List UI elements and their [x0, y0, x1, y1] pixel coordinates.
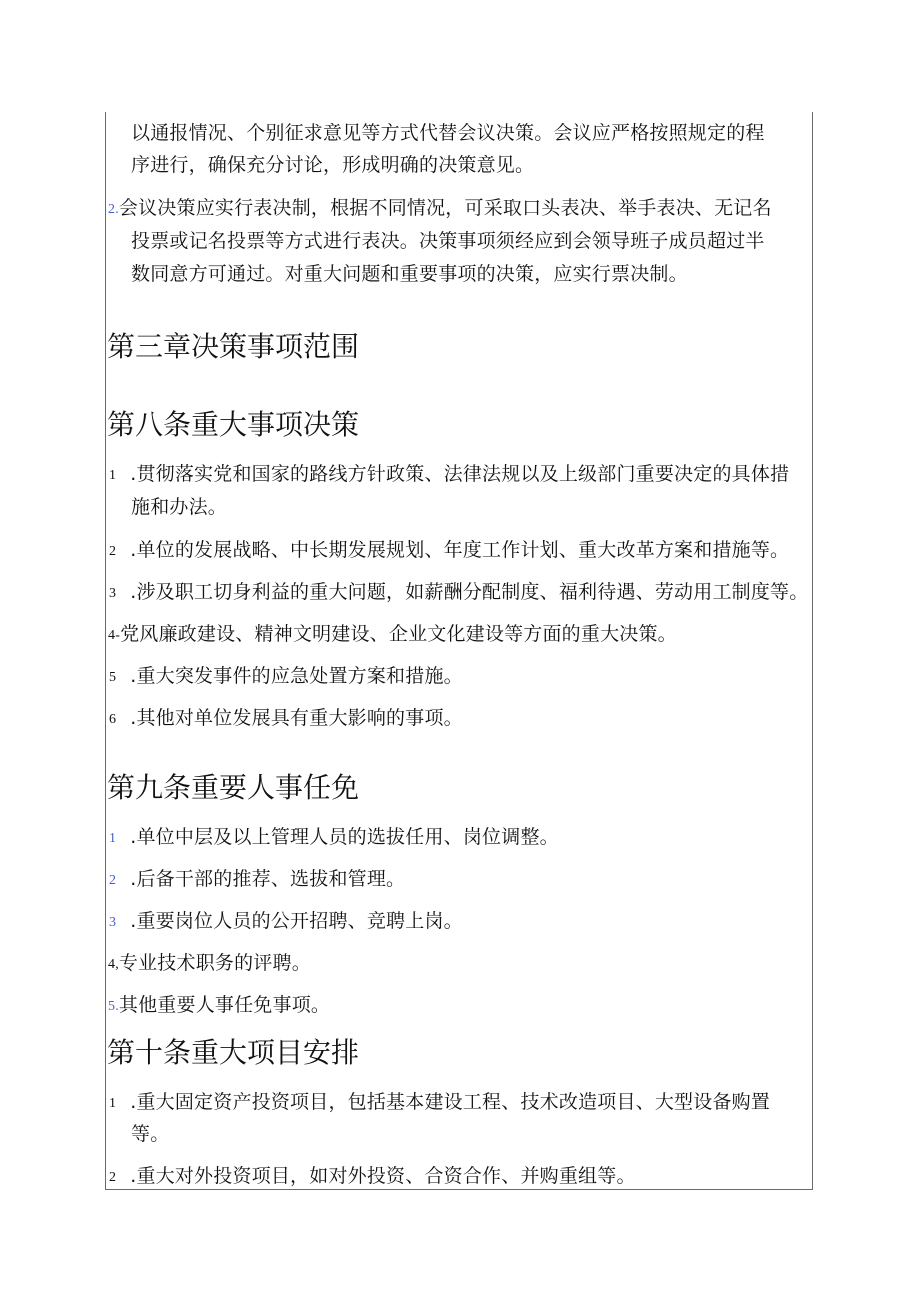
- article8-item-2: [109, 538, 789, 564]
- article7-item-2-line3: 数同意方可通过。对重大问题和重要事项的决策，应实行票决制。: [131, 263, 688, 285]
- article10-item-1: [109, 1090, 770, 1116]
- article8-item-4: [108, 622, 677, 648]
- item-number: 3: [109, 586, 117, 601]
- article8-title: 第八条重大事项决策: [107, 408, 360, 441]
- item-text: .重大固定资产投资项目，包括基本建设工程、技术改造项目、大型设备购置: [130, 1091, 771, 1113]
- item-text: .重要岗位人员的公开招聘、竞聘上岗。: [130, 910, 463, 932]
- item-number: 3: [109, 915, 117, 930]
- article9-item-1: [109, 825, 559, 851]
- item-text: 党风廉政建设、精神文明建设、企业文化建设等方面的重大决策。: [120, 623, 677, 645]
- article9-item-5: [108, 993, 330, 1019]
- item-text: .重大突发事件的应急处置方案和措施。: [130, 665, 463, 687]
- item-number: 5.: [108, 999, 119, 1014]
- item-number: 2: [109, 873, 117, 888]
- item-number: 5: [109, 670, 117, 685]
- item-number: 2: [109, 544, 117, 559]
- item-text: .后备干部的推荐、选拔和管理。: [130, 868, 406, 890]
- item-text: .其他对单位发展具有重大影响的事项。: [130, 707, 463, 729]
- article9-title: 第九条重要人事任免: [107, 771, 360, 804]
- article10-title: 第十条重大项目安排: [107, 1036, 360, 1069]
- item-text: 专业技术职务的评聘。: [118, 952, 311, 974]
- item-text: .单位中层及以上管理人员的选拔任用、岗位调整。: [130, 826, 559, 848]
- item-number: 4-: [108, 628, 121, 643]
- item-number: 2: [109, 1170, 117, 1185]
- article7-cont-line2: 序进行，确保充分讨论，形成明确的决策意见。: [131, 154, 535, 176]
- item-text: 会议决策应实行表决制，根据不同情况，可采取口头表决、举手表决、无记名: [118, 197, 772, 219]
- article10-item-1-cont: 等。: [131, 1123, 170, 1145]
- article9-item-4: [108, 951, 311, 977]
- article8-item-1-cont: 施和办法。: [131, 496, 228, 518]
- item-text: 其他重要人事任免事项。: [118, 994, 331, 1016]
- article8-item-1: [109, 462, 789, 488]
- item-number: 1: [109, 1096, 117, 1111]
- item-number: 4,: [108, 957, 119, 972]
- article8-item-6: [109, 706, 463, 732]
- item-text: .贯彻落实党和国家的路线方针政策、法律法规以及上级部门重要决定的具体措: [130, 463, 790, 485]
- article10-item-2: [109, 1164, 636, 1190]
- item-number: 6: [109, 712, 117, 727]
- item-text: .重大对外投资项目，如对外投资、合资合作、并购重组等。: [130, 1165, 636, 1187]
- article7-cont-line1: 以通报情况、个别征求意见等方式代替会议决策。会议应严格按照规定的程: [131, 122, 765, 144]
- item-number: 2.: [108, 202, 119, 217]
- chapter3-title: 第三章决策事项范围: [107, 330, 360, 363]
- item-number: 1: [109, 468, 117, 483]
- article7-item-2: [108, 196, 772, 222]
- article9-item-3: [109, 909, 463, 935]
- article9-item-2: [109, 867, 405, 893]
- article7-item-2-line2: 投票或记名投票等方式进行表决。决策事项须经应到会领导班子成员超过半: [131, 230, 765, 252]
- article8-item-3: [109, 580, 808, 606]
- item-text: .单位的发展战略、中长期发展规划、年度工作计划、重大改革方案和措施等。: [130, 539, 790, 561]
- article8-item-5: [109, 664, 463, 690]
- item-text: .涉及职工切身利益的重大问题，如薪酬分配制度、福利待遇、劳动用工制度等。: [130, 581, 809, 603]
- item-number: 1: [109, 831, 117, 846]
